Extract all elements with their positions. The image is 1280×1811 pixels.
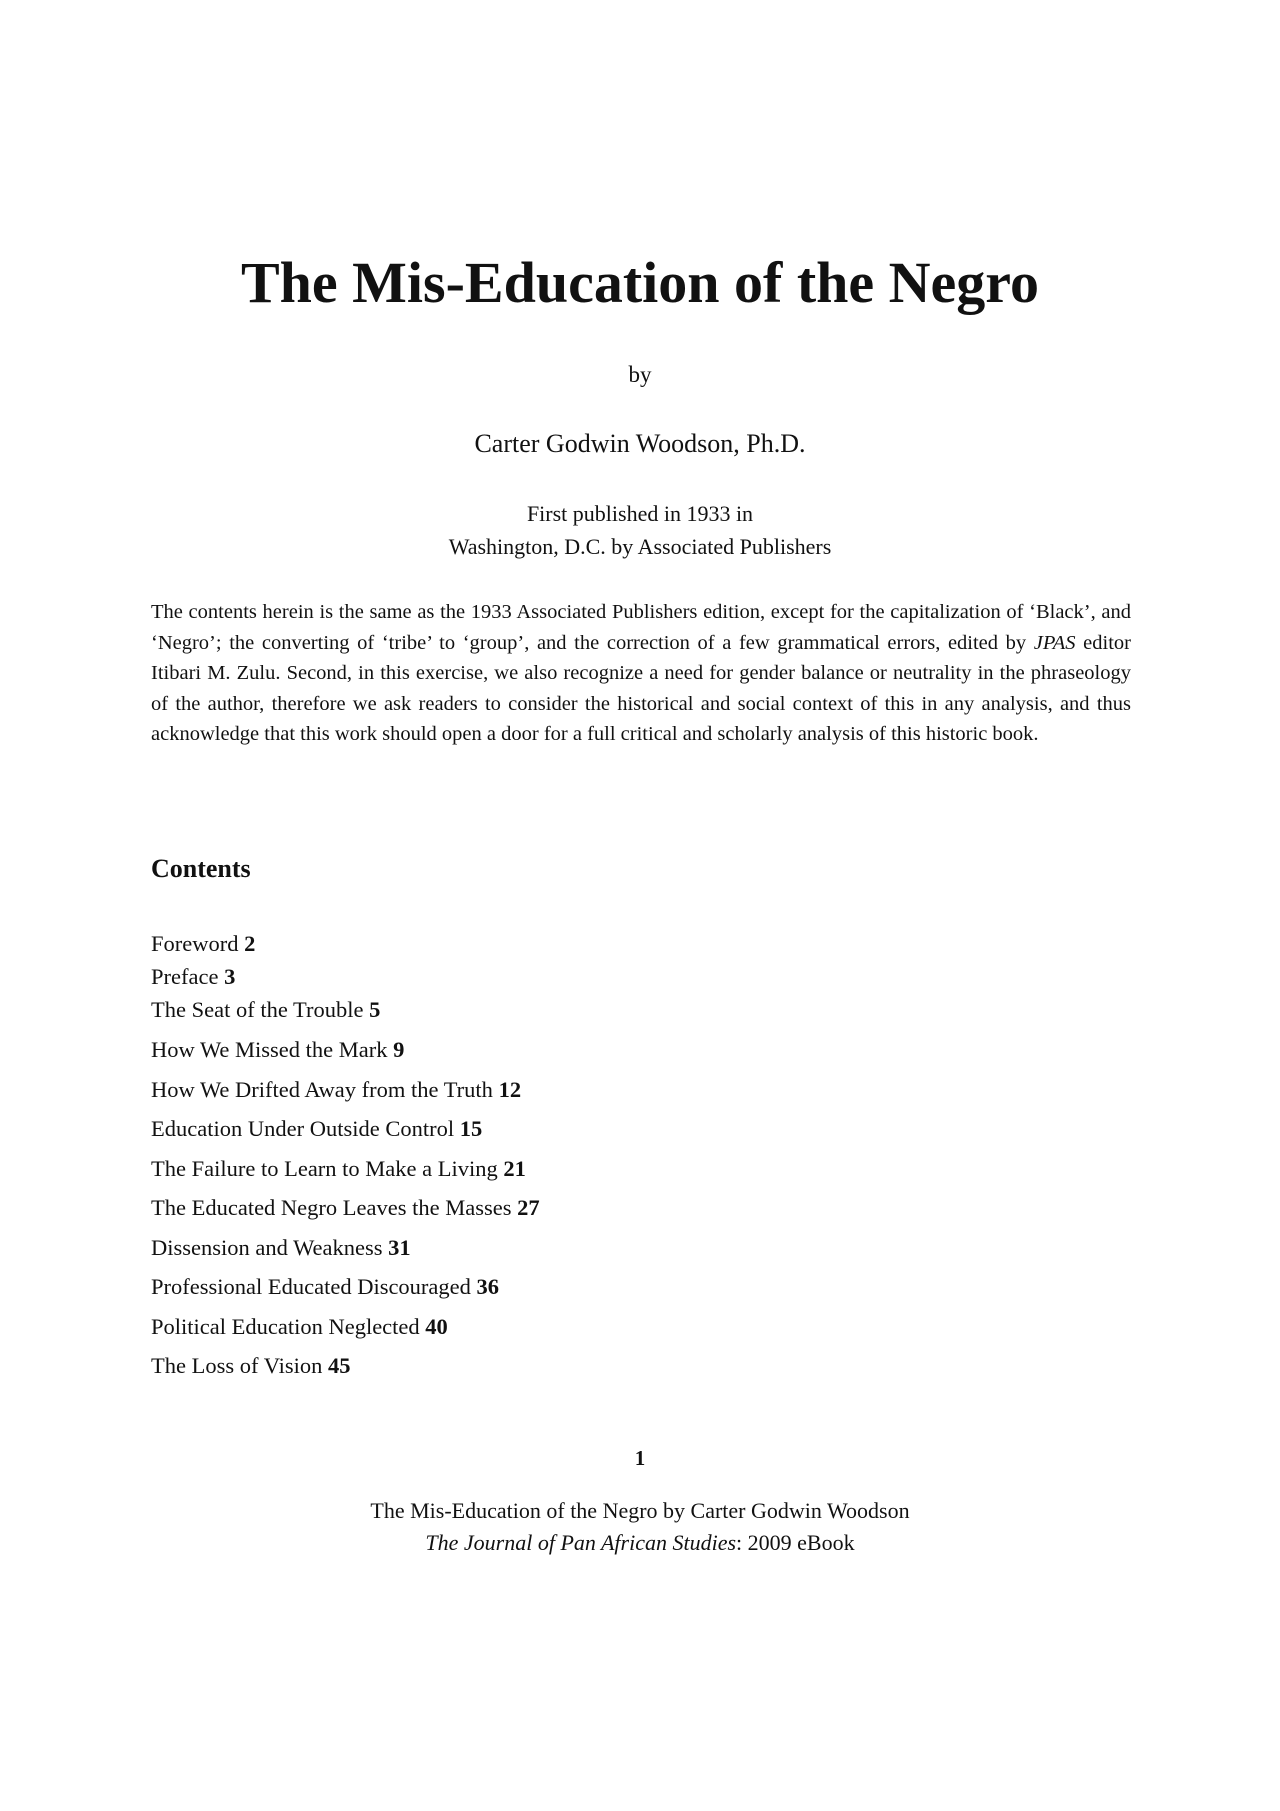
toc-item-title: Education Under Outside Control — [151, 1116, 455, 1141]
toc-item-page: 12 — [498, 1077, 522, 1102]
toc-item-page: 40 — [425, 1314, 448, 1339]
toc-item-preface — [151, 962, 235, 992]
edition-note-part-2: editor Itibari M. Zulu. Second, in this exercise, we also recognize a need for gender balance or neutrality in the phraseology of the author, therefore we ask readers to consider the historical and social context of this in any analysis, and thus acknowledge that this work should open a door for a full critical and scholarly analysis of this historic book. — [151, 631, 1131, 745]
edition-note — [151, 597, 1131, 750]
footer-journal-suffix: : 2009 eBook — [736, 1530, 855, 1555]
publication-info — [0, 497, 1280, 563]
toc-item-foreword — [151, 929, 255, 959]
toc-item-title: The Loss of Vision — [151, 1353, 323, 1378]
by-line: by — [628, 362, 652, 387]
toc-item-title: The Failure to Learn to Make a Living — [151, 1156, 498, 1181]
contents-heading: Contents — [151, 854, 251, 883]
toc-item-professional — [151, 1272, 499, 1302]
toc-item-page: 2 — [244, 931, 256, 956]
toc-item-missed-the-mark — [151, 1035, 404, 1065]
toc-item-page: 31 — [388, 1235, 411, 1260]
toc-item-page: 3 — [224, 964, 236, 989]
toc-item-title: Foreword — [151, 931, 239, 956]
journal-abbreviation: JPAS — [1033, 631, 1076, 654]
toc-item-page: 5 — [369, 997, 381, 1022]
footer-journal-name: The Journal of Pan African Studies — [425, 1530, 737, 1555]
edition-note-part-1: The contents herein is the same as the 1933 Associated Publishers edition, except for the capitalization of ‘Black’, and ‘Negro’; the converting of ‘tribe’ to ‘group’, and the correction of a few grammatical errors, edited by — [151, 601, 1131, 654]
toc-item-title: How We Missed the Mark — [151, 1037, 388, 1062]
toc-item-title: Preface — [151, 964, 219, 989]
toc-item-page: 45 — [327, 1353, 351, 1378]
toc-item-page: 36 — [476, 1274, 500, 1299]
toc-item-page: 9 — [393, 1037, 405, 1062]
publication-line-2: Washington, D.C. by Associated Publishers — [448, 534, 832, 559]
author-name: Carter Godwin Woodson, Ph.D. — [474, 429, 806, 458]
toc-item-page: 27 — [517, 1195, 540, 1220]
publication-line-1: First published in 1933 in — [526, 501, 754, 526]
toc-item-seat-of-the-trouble — [151, 995, 380, 1025]
toc-item-title: Professional Educated Discouraged — [151, 1274, 471, 1299]
footer-line-2 — [0, 1527, 1280, 1559]
toc-item-leaves-the-masses — [151, 1193, 540, 1223]
toc-item-outside-control — [151, 1114, 482, 1144]
toc-item-title: The Seat of the Trouble — [151, 997, 364, 1022]
toc-item-drifted-away — [151, 1075, 521, 1105]
page-footer — [0, 1495, 1280, 1559]
toc-item-dissension — [151, 1233, 411, 1263]
toc-item-title: How We Drifted Away from the Truth — [151, 1077, 493, 1102]
toc-item-political — [151, 1312, 448, 1342]
toc-item-loss-of-vision — [151, 1351, 350, 1381]
toc-item-make-a-living — [151, 1154, 526, 1184]
page-number: 1 — [634, 1446, 646, 1470]
toc-item-title: Political Education Neglected — [151, 1314, 420, 1339]
toc-item-page: 21 — [503, 1156, 526, 1181]
book-title: The Mis-Education of the Negro — [240, 250, 1039, 315]
toc-item-page: 15 — [459, 1116, 483, 1141]
toc-item-title: The Educated Negro Leaves the Masses — [151, 1195, 512, 1220]
toc-item-title: Dissension and Weakness — [151, 1235, 383, 1260]
footer-line-1: The Mis-Education of the Negro by Carter Godwin Woodson — [370, 1498, 910, 1523]
